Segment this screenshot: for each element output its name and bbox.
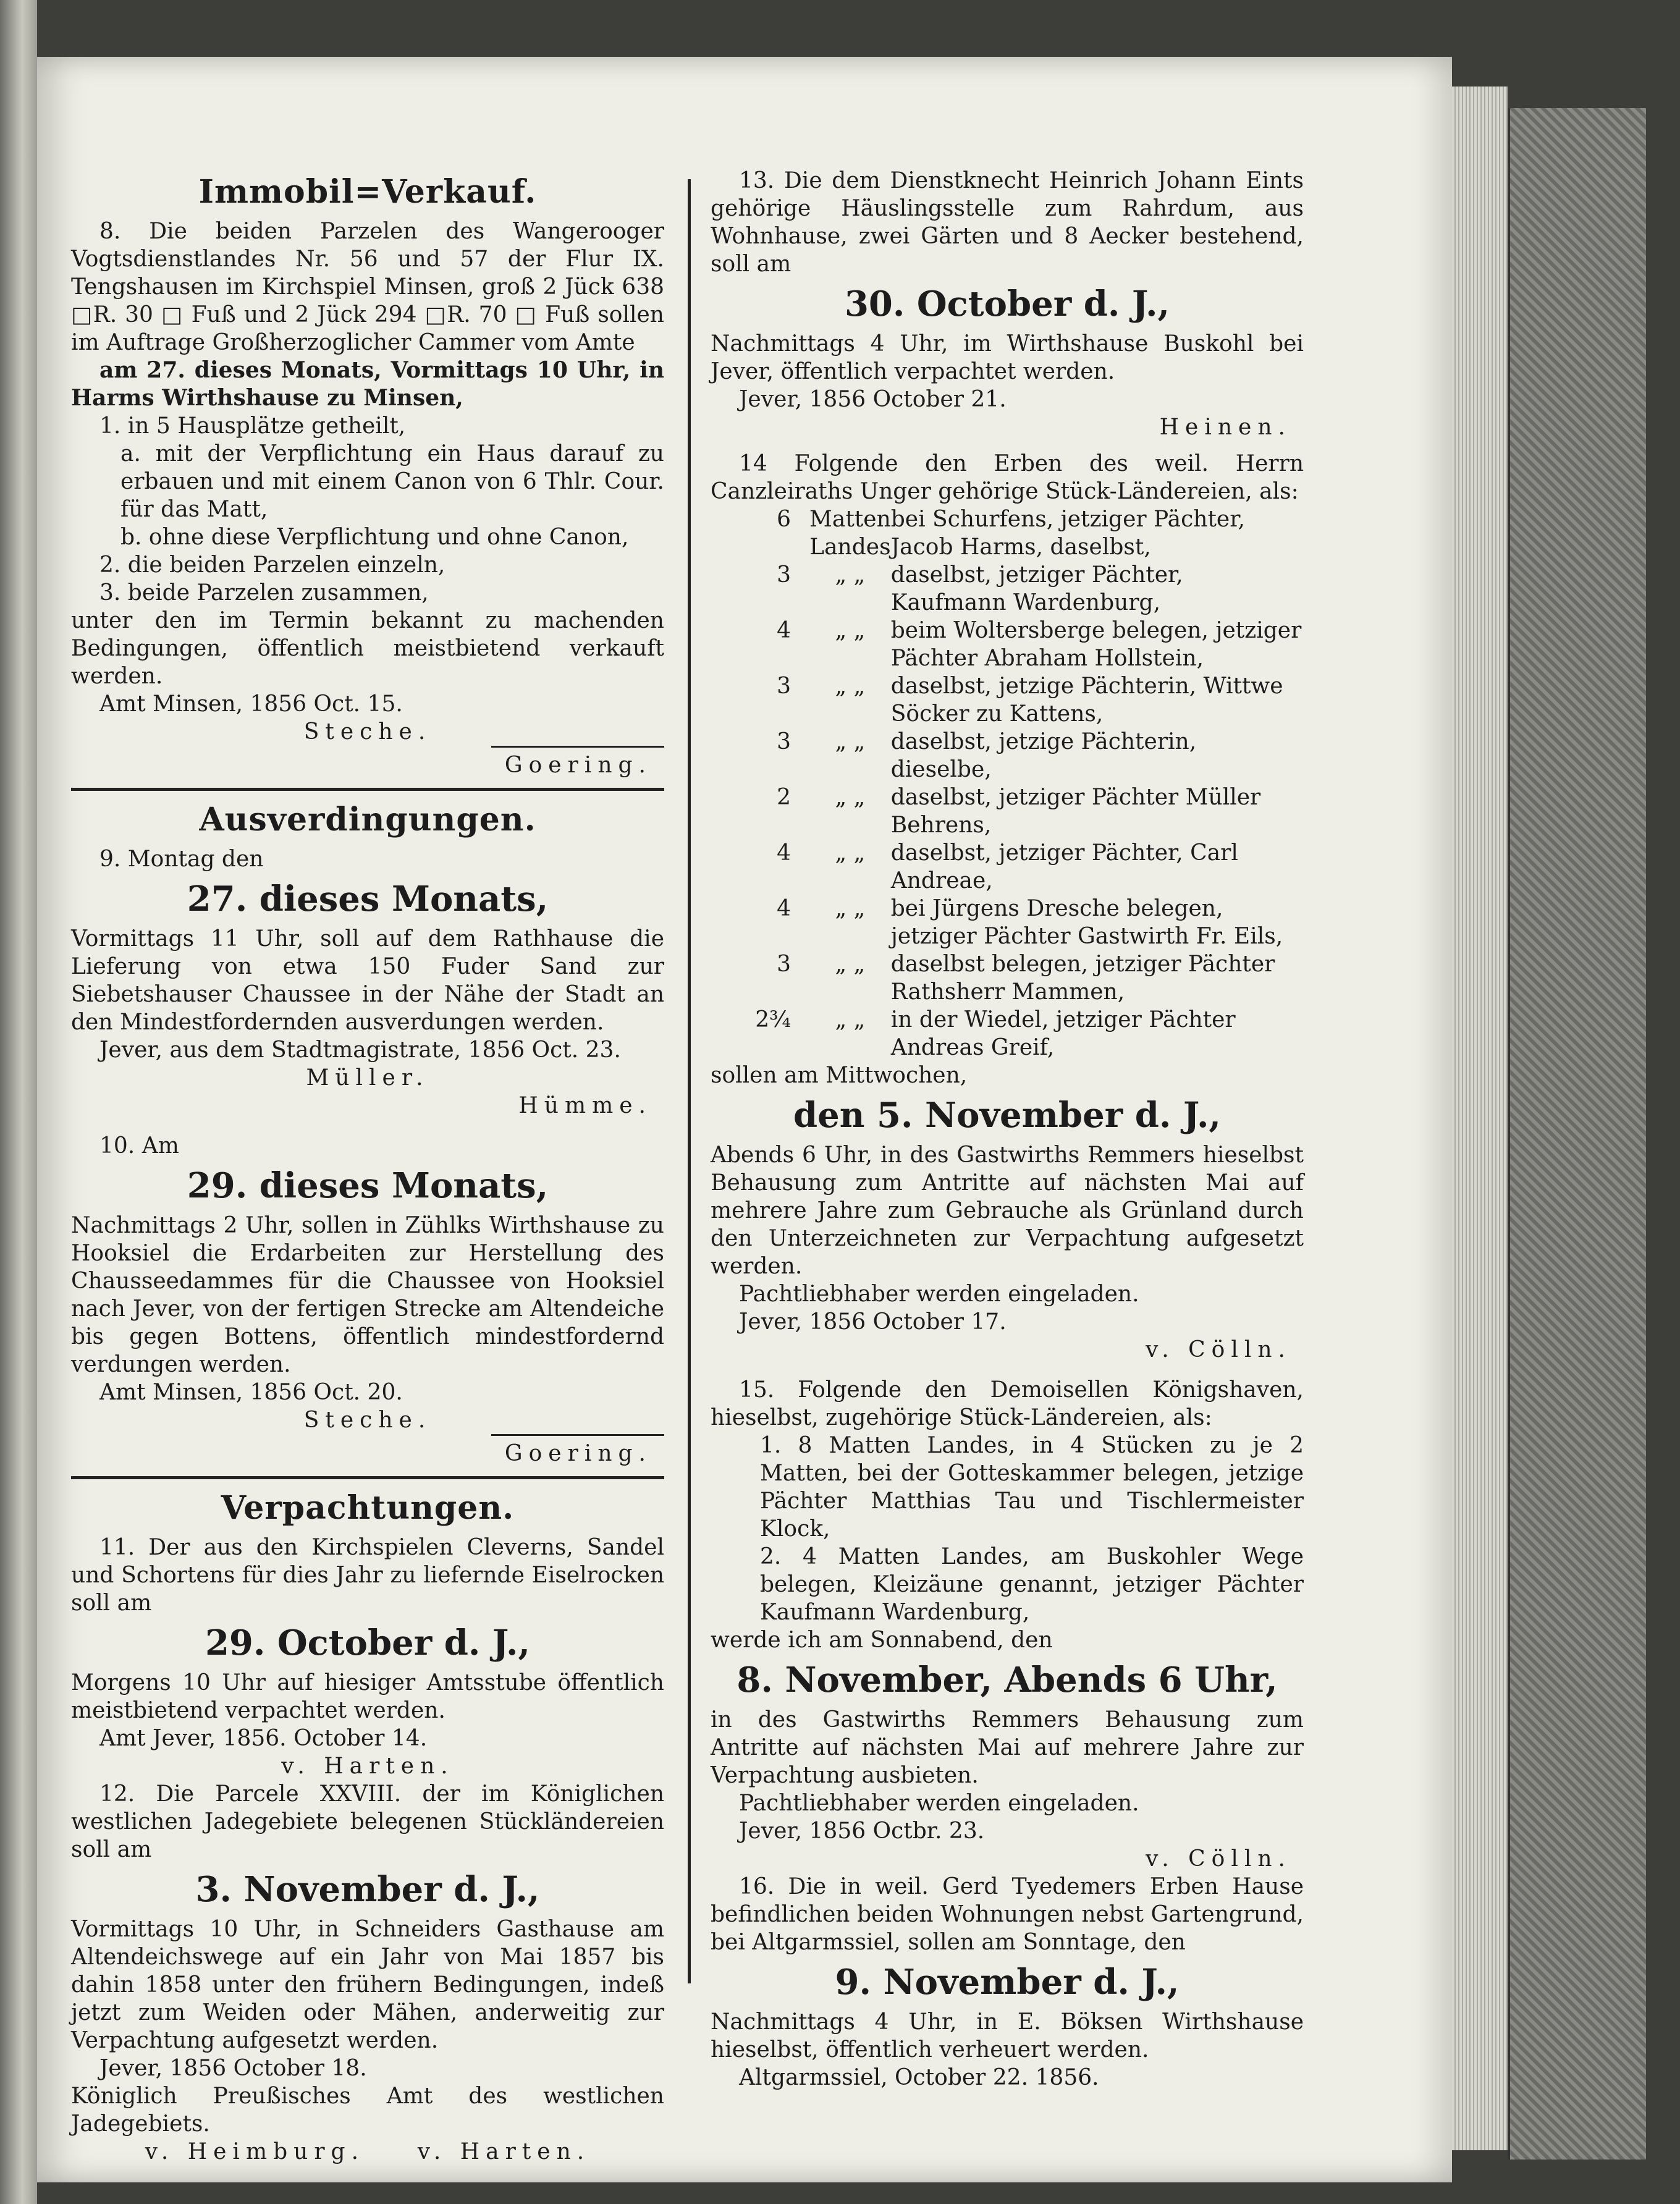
land-table <box>711 505 1304 1062</box>
table-row <box>711 505 1304 561</box>
notice-date: am 27. dieses Monats, Vormittags 10 Uhr, in Harms Wirthshause zu Minsen, <box>71 357 664 411</box>
unit-cell: „ „ <box>835 952 866 977</box>
signature: Steche. <box>303 719 432 745</box>
notice-text: Abends 6 Uhr, in des Gastwirths Remmers hieselbst Behausung zum Antritte auf nächsten Mai auf mehrere Jahre zum Gebrauche als Grünland durch den Unterzeichneten zur Verpachtung aufgesetzt werden. <box>711 1142 1304 1279</box>
notice-date: 29. October d. J., <box>205 1623 531 1663</box>
section-heading: Ausverdingungen. <box>199 801 536 838</box>
quantity-cell: 4 <box>777 896 791 921</box>
table-row <box>711 839 1304 895</box>
section-heading: Verpachtungen. <box>221 1489 515 1527</box>
notice-text: 15. Folgende den Demoisellen Königshaven, hieselbst, zugehörige Stück-Ländereien, als: <box>711 1377 1304 1430</box>
unit-cell: „ „ <box>835 840 866 866</box>
signature: v. Heimburg. v. Harten. <box>145 2139 591 2164</box>
quantity-cell: 3 <box>777 562 791 588</box>
description-cell: in der Wiedel, jetziger Pächter Andreas Greif, <box>890 1007 1236 1060</box>
list-item: 1. in 5 Hausplätze getheilt, <box>99 413 406 439</box>
quantity-cell: 3 <box>777 952 791 977</box>
place-date: Jever, 1856 October 18. <box>99 2056 367 2081</box>
quantity-cell: 4 <box>777 618 791 643</box>
signature: v. Cölln. <box>1146 1846 1291 1872</box>
list-item: b. ohne diese Verpflichtung und ohne Canon, <box>120 525 629 550</box>
list-item: 1. 8 Matten Landes, in 4 Stücken zu je 2 Matten, bei der Gotteskammer belegen, jetzige Pächter Matthias Tau und Tischlermeister Klock, <box>760 1433 1304 1542</box>
signature: Heinen. <box>1159 415 1291 440</box>
notice-date: 9. November d. J., <box>835 1962 1180 2003</box>
notice-date: 27. dieses Monats, <box>187 879 549 919</box>
quantity-cell: 2¾ <box>755 1007 791 1032</box>
place-date: Amt Jever, 1856. October 14. <box>99 1726 428 1751</box>
unit-cell: „ „ <box>835 1007 866 1032</box>
list-item: 3. beide Parzelen zusammen, <box>99 580 429 606</box>
description-cell: beim Woltersberge belegen, jetziger Pächter Abraham Hollstein, <box>890 618 1302 671</box>
place-date: Altgarmssiel, October 22. 1856. <box>739 2065 1099 2090</box>
description-cell: daselbst, jetzige Pächterin, Wittwe Söcker zu Kattens, <box>890 673 1283 727</box>
right-column <box>711 167 1304 2092</box>
table-row <box>711 1006 1304 1062</box>
signature: Müller. <box>306 1065 429 1091</box>
notice-text: Nachmittags 4 Uhr, im Wirthshause Buskohl bei Jever, öffentlich verpachtet werden. <box>711 331 1304 384</box>
notice-text: sollen am Mittwochen, <box>711 1063 968 1088</box>
quantity-cell: 6 <box>777 507 791 532</box>
table-row <box>711 561 1304 617</box>
signature: Steche. <box>303 1408 432 1433</box>
notice-text: Nachmittags 4 Uhr, in E. Böksen Wirthshause hieselbst, öffentlich verheuert werden. <box>711 2009 1304 2063</box>
notice-text: 10. Am <box>99 1133 179 1159</box>
description-cell: daselbst belegen, jetziger Pächter Rathsherr Mammen, <box>890 952 1275 1005</box>
unit-cell: Matten Landes <box>809 507 891 560</box>
spacer <box>711 441 1304 450</box>
description-cell: bei Schurfens, jetziger Pächter, Jacob Harms, daselbst, <box>890 507 1245 560</box>
notice-text: 12. Die Parcele XXVIII. der im Königlichen westlichen Jadegebiete belegenen Stückländereien soll am <box>71 1781 664 1862</box>
quantity-cell: 2 <box>777 785 791 810</box>
section-heading: Immobil=Verkauf. <box>198 173 537 211</box>
quantity-cell: 3 <box>777 673 791 699</box>
table-row <box>711 895 1304 950</box>
notice-text: 14 Folgende den Erben des weil. Herrn Canzleiraths Unger gehörige Stück-Ländereien, als: <box>711 451 1304 504</box>
page-stack-edge <box>1452 87 1508 2150</box>
place-date: Jever, aus dem Stadtmagistrate, 1856 Oct. 23. <box>99 1037 621 1063</box>
signature-rule <box>491 1434 664 1436</box>
place-date: Jever, 1856 October 17. <box>739 1309 1007 1335</box>
description-cell: daselbst, jetzige Pächterin, dieselbe, <box>890 729 1197 782</box>
unit-cell: „ „ <box>835 785 866 810</box>
notice-text: Vormittags 11 Uhr, soll auf dem Rathhause die Lieferung von etwa 150 Fuder Sand zur Siebetshauser Chaussee in der Nähe der Stadt an den Mindestfordernden ausverdungen werden. <box>71 926 664 1035</box>
table-row <box>711 728 1304 783</box>
unit-cell: „ „ <box>835 618 866 643</box>
section-rule <box>71 1476 664 1479</box>
table-row <box>711 950 1304 1006</box>
notice-date: den 5. November d. J., <box>793 1095 1221 1136</box>
notice-date: 3. November d. J., <box>195 1869 540 1910</box>
notice-text: 8. Die beiden Parzelen des Wangerooger Vogtsdienstlandes Nr. 56 und 57 der Flur IX. Tengshausen im Kirchspiel Minsen, groß 2 Jück 638 □R. 30 □ Fuß und 2 Jück 294 □R. 70 □ Fuß sollen im Auftrage Großherzoglicher Cammer vom Amte <box>71 219 664 355</box>
notice-text: 13. Die dem Dienstknecht Heinrich Johann Eints gehörige Häuslingsstelle zum Rahrdum, aus Wohnhause, zwei Gärten und 8 Aecker bestehend, soll am <box>711 168 1304 277</box>
section-rule <box>71 788 664 791</box>
notice-text: 9. Montag den <box>99 847 264 872</box>
left-column <box>71 167 664 2166</box>
left-page-edge <box>0 0 37 2204</box>
notice-date: 8. November, Abends 6 Uhr, <box>737 1660 1278 1700</box>
book-cover <box>1508 108 1646 2160</box>
description-cell: daselbst, jetziger Pächter, Kaufmann Wardenburg, <box>890 562 1183 615</box>
table-row <box>711 672 1304 728</box>
notice-date: 30. October d. J., <box>844 284 1170 324</box>
signature-rule <box>491 746 664 748</box>
list-item: a. mit der Verpflichtung ein Haus darauf zu erbauen und mit einem Canon von 6 Thlr. Cour. für das Matt, <box>120 441 664 522</box>
authority: Königlich Preußisches Amt des westlichen Jadegebiets. <box>71 2084 664 2137</box>
place-date: Jever, 1856 October 21. <box>739 387 1007 412</box>
place-date: Jever, 1856 Octbr. 23. <box>739 1818 985 1844</box>
description-cell: daselbst, jetziger Pächter Müller Behrens, <box>890 785 1261 838</box>
signature: Goering. <box>504 1441 652 1466</box>
quantity-cell: 4 <box>777 840 791 866</box>
notice-text: Pachtliebhaber werden eingeladen. <box>739 1281 1139 1307</box>
notice-text: Pachtliebhaber werden eingeladen. <box>739 1791 1139 1816</box>
description-cell: daselbst, jetziger Pächter, Carl Andreae, <box>890 840 1238 893</box>
signature: Goering. <box>504 753 652 778</box>
notice-text: 11. Der aus den Kirchspielen Cleverns, Sandel und Schortens für dies Jahr zu liefernde Eiselrocken soll am <box>71 1535 664 1616</box>
notice-text: werde ich am Sonnabend, den <box>711 1628 1053 1653</box>
column-divider <box>688 179 691 1983</box>
place-date: Amt Minsen, 1856 Oct. 15. <box>99 691 403 717</box>
signature: v. Cölln. <box>1146 1337 1291 1362</box>
quantity-cell: 3 <box>777 729 791 754</box>
notice-text: Vormittags 10 Uhr, in Schneiders Gasthause am Altendeichswege auf ein Jahr von Mai 1857 bis dahin 1858 unter den frühern Bedingungen, indeß jetzt zum Weiden oder Mähen, anderweitig zur Verpachtung aufgesetzt werden. <box>71 1917 664 2053</box>
list-item: 2. die beiden Parzelen einzeln, <box>99 552 445 578</box>
notice-text: unter den im Termin bekannt zu machenden Bedingungen, öffentlich meistbietend verkauft werden. <box>71 608 664 689</box>
notice-date: 29. dieses Monats, <box>187 1165 549 1206</box>
unit-cell: „ „ <box>835 896 866 921</box>
notice-text: 16. Die in weil. Gerd Tyedemers Erben Hause befindlichen beiden Wohnungen nebst Gartengrund, bei Altgarmssiel, sollen am Sonntage, den <box>711 1874 1304 1955</box>
notice-text: Nachmittags 2 Uhr, sollen in Zühlks Wirthshause zu Hooksiel die Erdarbeiten zur Herstellung des Chausseedammes für die Chaussee von Hooksiel nach Jever, von der fertigen Strecke am Altendeiche bis gegen Bottens, öffentlich mindestfordernd verdungen werden. <box>71 1213 664 1377</box>
place-date: Amt Minsen, 1856 Oct. 20. <box>99 1380 403 1405</box>
signature: v. Harten. <box>281 1754 454 1779</box>
table-row <box>711 783 1304 839</box>
notice-text: in des Gastwirths Remmers Behausung zum Antritte auf nächsten Mai auf mehrere Jahre zur Verpachtung ausbieten. <box>711 1707 1304 1788</box>
notice-text: Morgens 10 Uhr auf hiesiger Amtsstube öffentlich meistbietend verpachtet werden. <box>71 1670 664 1723</box>
unit-cell: „ „ <box>835 729 866 754</box>
spacer <box>711 1364 1304 1376</box>
description-cell: bei Jürgens Dresche belegen, jetziger Pächter Gastwirth Fr. Eils, <box>890 896 1283 949</box>
signature: Hümme. <box>518 1093 652 1118</box>
unit-cell: „ „ <box>835 562 866 588</box>
unit-cell: „ „ <box>835 673 866 699</box>
list-item: 2. 4 Matten Landes, am Buskohler Wege belegen, Kleizäune genannt, jetziger Pächter Kaufmann Wardenburg, <box>760 1544 1304 1625</box>
table-row <box>711 617 1304 672</box>
